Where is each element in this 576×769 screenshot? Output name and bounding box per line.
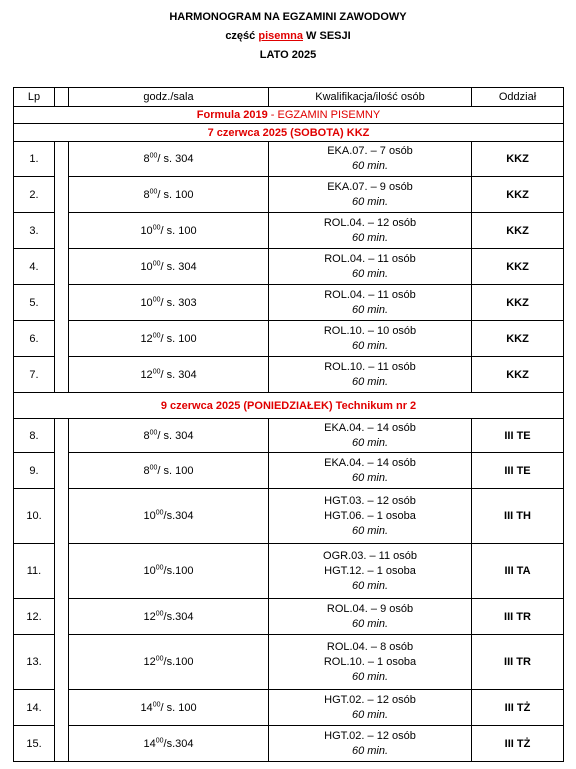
table-row <box>14 544 564 599</box>
table-row <box>14 213 564 249</box>
col-header-dept: Oddział <box>472 88 564 107</box>
row-qualification <box>269 599 472 635</box>
row-gap <box>55 489 69 544</box>
row-time-hour: 10 <box>140 296 153 309</box>
header-subtitle-pre: część <box>225 30 259 42</box>
row-room: /s.100 <box>163 656 194 668</box>
qualification-line: ROL.04. – 9 osób <box>326 602 414 615</box>
qualification-line: ROL.10. – 11 osób <box>324 360 416 373</box>
row-time <box>69 321 269 357</box>
row-department: III TR <box>472 635 564 690</box>
row-qualification <box>269 213 472 249</box>
col-header-gap <box>55 88 69 107</box>
row-time-hour: 12 <box>143 656 156 668</box>
row-lp: 2. <box>14 177 55 213</box>
table-row <box>14 489 564 544</box>
row-time-hour: 8 <box>143 153 150 165</box>
row-gap <box>55 177 69 213</box>
table-row <box>14 177 564 213</box>
row-time-hour: 12 <box>140 332 153 345</box>
duration: 60 min. <box>351 471 389 484</box>
duration: 60 min. <box>351 670 389 683</box>
qualification-line: EKA.07. – 7 osób <box>327 145 413 157</box>
row-time-minutes: 00 <box>152 223 161 231</box>
qualification-line: ROL.10. – 10 osób <box>323 324 417 337</box>
row-gap <box>55 321 69 357</box>
duration: 60 min. <box>351 708 389 721</box>
row-room: / s. 304 <box>160 260 197 273</box>
row-gap <box>55 357 69 393</box>
row-time <box>69 249 269 285</box>
row-time-minutes: 00 <box>149 428 158 436</box>
row-time-minutes: 00 <box>149 152 158 160</box>
qualification-line: HGT.06. – 1 osoba <box>324 509 416 522</box>
row-room: /s.304 <box>163 737 194 750</box>
row-lp: 9. <box>14 453 55 489</box>
qualification-line: HGT.02. – 12 osób <box>324 693 416 706</box>
row-time-minutes: 00 <box>155 736 164 744</box>
row-time-hour: 10 <box>143 565 156 577</box>
header-subtitle <box>0 27 576 46</box>
row-time-minutes: 00 <box>155 509 164 517</box>
row-time-hour: 12 <box>143 610 156 623</box>
row-department: KKZ <box>472 177 564 213</box>
qualification-line: ROL.10. – 1 osoba <box>323 655 417 668</box>
row-department: KKZ <box>472 249 564 285</box>
qualification-line: ROL.04. – 8 osób <box>326 640 414 653</box>
row-lp: 11. <box>14 544 55 599</box>
table-row <box>14 321 564 357</box>
row-gap <box>55 285 69 321</box>
row-gap <box>55 635 69 690</box>
qualification-line: HGT.03. – 12 osób <box>324 494 416 507</box>
duration: 60 min. <box>351 303 389 316</box>
row-qualification <box>269 321 472 357</box>
row-room: /s.304 <box>163 610 194 623</box>
row-time-minutes: 00 <box>155 564 164 572</box>
row-lp: 3. <box>14 213 55 249</box>
row-room: / s. 100 <box>157 188 194 201</box>
table-row <box>14 599 564 635</box>
row-time-hour: 8 <box>143 429 150 442</box>
row-room: / s. 304 <box>160 368 197 381</box>
row-department: III TE <box>472 419 564 453</box>
row-time <box>69 453 269 489</box>
table-row <box>14 357 564 393</box>
row-time-hour: 8 <box>143 464 150 477</box>
row-time-minutes: 00 <box>155 609 164 617</box>
row-time-hour: 10 <box>140 260 153 273</box>
col-header-lp: Lp <box>14 88 55 107</box>
row-time <box>69 177 269 213</box>
row-department: KKZ <box>472 321 564 357</box>
duration: 60 min. <box>351 436 389 449</box>
row-room: /s.100 <box>163 565 194 577</box>
duration: 60 min. <box>351 617 389 630</box>
row-department: III TŻ <box>472 690 564 726</box>
section-day1-row <box>14 124 564 142</box>
row-department: III TR <box>472 599 564 635</box>
table-row <box>14 453 564 489</box>
qualification-line: OGR.03. – 11 osób <box>323 549 417 562</box>
header-session: LATO 2025 <box>259 49 317 61</box>
duration: 60 min. <box>351 231 389 244</box>
row-time <box>69 635 269 690</box>
row-room: / s. 100 <box>160 701 197 714</box>
qualification-line: ROL.04. – 11 osób <box>324 252 416 265</box>
table-row <box>14 726 564 762</box>
row-gap <box>55 142 69 177</box>
section-day2-row <box>14 393 564 419</box>
qualification-line: EKA.07. – 9 osób <box>327 180 413 193</box>
table-row <box>14 690 564 726</box>
table-row <box>14 142 564 177</box>
duration: 60 min. <box>351 267 389 280</box>
row-time-minutes: 00 <box>152 700 161 708</box>
qualification-line: EKA.04. – 14 osób <box>324 456 416 469</box>
row-time-hour: 8 <box>143 188 150 201</box>
row-gap <box>55 690 69 726</box>
qualification-line: ROL.04. – 11 osób <box>324 288 416 301</box>
section-formula-row <box>14 107 564 124</box>
row-qualification <box>269 177 472 213</box>
row-time <box>69 599 269 635</box>
col-header-qual: Kwalifikacja/ilość osób <box>269 88 472 107</box>
row-time-minutes: 00 <box>155 655 164 663</box>
row-time <box>69 142 269 177</box>
row-qualification <box>269 453 472 489</box>
section-day1: 7 czerwca 2025 (SOBOTA) KKZ <box>14 124 564 142</box>
table-row <box>14 419 564 453</box>
row-qualification <box>269 285 472 321</box>
section-formula-bold: Formula 2019 <box>196 109 268 121</box>
row-time <box>69 357 269 393</box>
row-time-minutes: 00 <box>149 187 158 195</box>
row-qualification <box>269 419 472 453</box>
row-room: / s. 304 <box>157 153 194 165</box>
qualification-line: HGT.12. – 1 osoba <box>324 564 416 577</box>
document-header <box>0 0 576 76</box>
qualification-line: ROL.04. – 12 osób <box>323 216 417 229</box>
row-lp: 15. <box>14 726 55 762</box>
row-time <box>69 285 269 321</box>
row-department: III TH <box>472 489 564 544</box>
row-time-hour: 14 <box>143 737 156 750</box>
qualification-line: HGT.02. – 12 osób <box>324 729 416 742</box>
row-time-minutes: 00 <box>152 367 161 375</box>
row-qualification <box>269 249 472 285</box>
header-title: HARMONOGRAM NA EGZAMINI ZAWODOWY <box>169 11 407 23</box>
row-room: / s. 100 <box>157 464 194 477</box>
row-qualification <box>269 544 472 599</box>
row-gap <box>55 544 69 599</box>
duration: 60 min. <box>351 744 389 757</box>
row-time-hour: 10 <box>140 224 153 237</box>
duration: 60 min. <box>351 524 389 537</box>
row-time <box>69 544 269 599</box>
row-gap <box>55 213 69 249</box>
schedule-table <box>13 87 564 762</box>
table-row <box>14 249 564 285</box>
row-room: / s. 100 <box>160 332 197 345</box>
header-subtitle-highlight: pisemna <box>258 30 303 42</box>
table-row <box>14 285 564 321</box>
row-department: KKZ <box>472 213 564 249</box>
row-time-minutes: 00 <box>152 259 161 267</box>
row-gap <box>55 726 69 762</box>
table-header-row <box>14 88 564 107</box>
duration: 60 min. <box>351 579 389 592</box>
row-time-minutes: 00 <box>152 295 161 303</box>
row-time <box>69 690 269 726</box>
row-time-minutes: 00 <box>152 331 161 339</box>
row-gap <box>55 419 69 453</box>
section-formula <box>14 107 564 124</box>
row-time <box>69 726 269 762</box>
duration: 60 min. <box>351 160 389 172</box>
row-lp: 12. <box>14 599 55 635</box>
row-department: III TŻ <box>472 726 564 762</box>
row-room: /s.304 <box>163 510 194 522</box>
duration: 60 min. <box>351 339 389 352</box>
row-time-hour: 10 <box>143 510 156 522</box>
row-qualification <box>269 690 472 726</box>
qualification-line: EKA.04. – 14 osób <box>324 421 416 434</box>
row-gap <box>55 599 69 635</box>
row-lp: 6. <box>14 321 55 357</box>
table-row <box>14 635 564 690</box>
row-qualification <box>269 142 472 177</box>
row-lp: 13. <box>14 635 55 690</box>
row-gap <box>55 249 69 285</box>
header-subtitle-post: W SESJI <box>302 30 351 42</box>
row-lp: 10. <box>14 489 55 544</box>
col-header-time: godz./sala <box>69 88 269 107</box>
row-lp: 4. <box>14 249 55 285</box>
row-qualification <box>269 357 472 393</box>
row-lp: 7. <box>14 357 55 393</box>
row-department: KKZ <box>472 285 564 321</box>
row-qualification <box>269 726 472 762</box>
row-time-hour: 12 <box>140 368 153 381</box>
row-time-hour: 14 <box>140 701 153 714</box>
row-department: KKZ <box>472 142 564 177</box>
row-lp: 14. <box>14 690 55 726</box>
duration: 60 min. <box>351 375 389 388</box>
row-lp: 5. <box>14 285 55 321</box>
row-qualification <box>269 635 472 690</box>
section-day2: 9 czerwca 2025 (PONIEDZIAŁEK) Technikum nr 2 <box>14 393 564 419</box>
row-room: / s. 303 <box>160 296 197 309</box>
row-time <box>69 419 269 453</box>
row-time <box>69 489 269 544</box>
row-lp: 8. <box>14 419 55 453</box>
row-department: III TE <box>472 453 564 489</box>
duration: 60 min. <box>351 195 389 208</box>
row-lp: 1. <box>14 142 55 177</box>
row-qualification <box>269 489 472 544</box>
row-department: III TA <box>472 544 564 599</box>
row-gap <box>55 453 69 489</box>
row-room: / s. 304 <box>157 429 194 442</box>
row-room: / s. 100 <box>160 224 197 237</box>
row-department: KKZ <box>472 357 564 393</box>
section-formula-rest: - EGZAMIN PISEMNY <box>267 109 381 121</box>
row-time <box>69 213 269 249</box>
row-time-minutes: 00 <box>149 463 158 471</box>
